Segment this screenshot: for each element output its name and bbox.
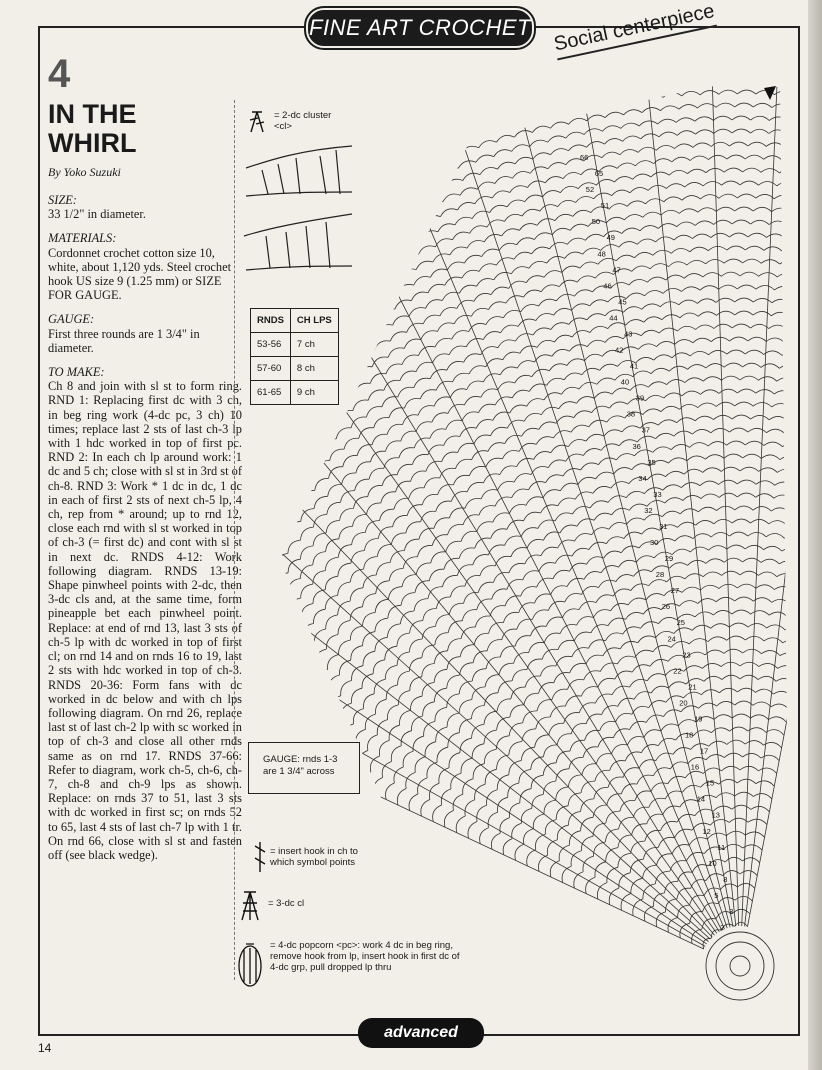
round-label: 27 [670,586,680,596]
radial-stitch-line [459,132,727,928]
chain-loop-arc [386,571,814,799]
radial-stitch-line [45,427,709,942]
chain-loop-arc [409,597,808,811]
chain-loop-arc [433,623,804,822]
table-cell: 53-56 [251,333,291,357]
chain-loop-arc [268,441,822,744]
gauge-box: GAUGE: rnds 1-3 are 1 3/4" across [248,742,360,794]
pattern-number: 4 [48,52,71,96]
table-cell: 9 ch [290,381,338,405]
table-cell: 8 ch [290,357,338,381]
round-label: 39 [635,393,645,403]
round-label: 14 [696,794,706,804]
round-label: 13 [711,810,720,820]
three-dc-cluster-icon [242,892,258,920]
chain-loop-arc [197,363,822,711]
cluster-legend-label: = 2-dc cluster <cl> [274,110,332,132]
round-label: 50 [591,217,601,227]
round-label: 33 [653,489,662,499]
materials-heading: MATERIALS: [48,231,117,246]
round-label: 46 [603,281,612,291]
chain-loop-arc [444,636,801,827]
round-label: 66 [580,153,589,162]
materials-text: Cordonnet crochet cotton size 10, white, about 1,120 yds. Steel crochet hook US size 9 (1.25 mm) or SIZE FOR GAUGE. [48,245,232,303]
technique-illustration-icon [244,146,352,270]
chain-loop-arc [221,389,822,722]
to-make-heading: TO MAKE: [48,365,105,380]
gauge-text: First three rounds are 1 3/4" in diameter. [48,326,200,355]
radial-stitch-line [284,213,719,932]
radial-stitch-line [712,86,738,926]
round-label: 3 [729,907,734,916]
round-label: 35 [647,457,656,467]
chain-loop-arc [233,402,822,728]
chain-loop-arc [291,467,822,755]
round-label: 34 [638,473,647,483]
round-label: 51 [600,201,610,211]
round-label: 17 [699,746,709,756]
chain-loop-arc [362,545,818,788]
round-label: 8 [723,874,728,884]
radial-stitch-line [7,479,707,944]
gauge-heading: GAUGE: [48,312,95,327]
round-label: 5 [714,890,719,900]
chain-loop-arc [115,272,822,672]
chain-loop-arc [9,155,822,622]
round-label: 12 [702,826,711,836]
round-label: 10 [708,858,717,868]
round-label: 30 [650,538,659,547]
pattern-title: IN THE WHIRL [48,99,137,158]
round-label: 24 [667,634,676,644]
radial-stitch-line [745,92,822,927]
round-label: 15 [705,778,715,788]
section-title: FINE ART CROCHET [309,15,531,40]
size-heading: SIZE: [48,193,77,207]
chain-loop-arc [174,337,822,700]
chain-loop-arc [456,649,799,833]
round-label: 31 [659,522,668,531]
byline: By Yoko Suzuki [48,165,121,179]
chain-loop-arc [138,298,822,683]
table-cell: 57-60 [251,357,291,381]
round-label: 41 [629,361,639,371]
round-label: 25 [676,618,685,628]
chain-loop-arc [21,168,822,628]
round-label: 47 [612,265,621,275]
round-label: 40 [620,377,630,387]
round-label: 52 [585,185,595,195]
to-make-text: Ch 8 and join with sl st to form ring. RND 1: Replacing first dc with 3 ch, in beg ring work (4-dc pc, 3 ch) 10 times; replace last 2 sts of last ch-3 lp with 1 hdc worked in top of first pc. RND 2: In each ch lp around work: 1 dc and 5 ch; close with sl st in 3rd st of ch-8. RND 3: Work * 1 dc in dc, 1 dc in each of first 2 sts of next ch-5 lp, 4 ch, rep from * around; up to rnd 12, close each rnd with sl st worked in top of ch-3 (= first dc) and cont with sl st in next dc. RNDS 4-12: Work following diagram. RNDS 13-19: Shape pinwheel points with 2-dc, then 3-dc cls and, at the same time, form pineapple bet each pinwheel point. Replace: at end of rnd 13, last 3 sts of ch-5 lp with dc worked in top of first cl; on rnd 14 and on rnds 16 to 19, last 2 sts with hdc worked in top of ch-3. RNDS 20-36: Form fans with dc worked in dc below and with ch lps following diagram. On rnd 26, replace last st of last ch-2 lp with sc worked in top of ch-3 and close all other rnds same as on rnd 17. RNDS 37-66: Refer to diagram, work ch-5, ch-6, ch-7, ch-8 and ch-9 lps as shown. Replace: on rnds 37 to 51, last 3 sts with dc worked in first sc; on rnds 52 to 65, last 4 sts of last ch-7 lp with 1 tr. On rnd 66, close with sl st and fasten off (see black wedge). [48,379,242,862]
round-label: 19 [694,714,703,724]
chain-loop-arc [327,506,822,772]
radial-stitch-line [0,591,704,949]
chain-loop-arc [56,207,822,644]
radial-stitch-line [0,534,705,946]
chain-loop-arc [421,610,806,816]
center-ring [706,932,774,1000]
chain-loop-arc [91,246,822,661]
round-label: 45 [618,297,627,307]
round-label: 11 [717,842,726,852]
round-label: 32 [644,505,653,515]
popcorn-legend: = 4-dc popcorn <pc>: work 4 dc in beg ring, remove hook from lp, insert hook in first dc of 4-dc grp, pull dropped lp thru [270,940,460,973]
insert-hook-legend: = insert hook in ch to which symbol points [270,846,358,868]
chain-loop-arc [0,116,822,606]
chain-loop-arc [0,129,822,611]
chain-loop-arc [244,415,822,733]
difficulty-label: advanced [384,1024,458,1041]
round-label: 22 [673,666,682,676]
chain-loop-arc [103,259,822,667]
fasten-off-wedge-icon [764,86,776,100]
round-label: 23 [682,650,691,660]
two-dc-cluster-icon [250,112,264,132]
round-label: 36 [632,441,641,451]
table-cell: 61-65 [251,381,291,405]
insert-hook-icon [255,842,265,872]
chain-loop-arc [127,285,822,678]
round-label: 29 [664,554,674,563]
round-label: 16 [690,762,700,772]
round-label: 38 [626,409,636,419]
radial-stitch-line [86,377,710,939]
chain-loop-arc [374,558,816,794]
table-cell: 7 ch [290,333,338,357]
chain-loop-arc [280,454,822,750]
chain-loop-arc [0,90,822,595]
round-label: 18 [685,730,694,740]
round-label: 37 [641,425,650,435]
difficulty-badge [358,1018,484,1048]
size-text: 33 1/2" in diameter. [48,207,146,222]
round-label: 21 [688,682,697,692]
page-number: 14 [38,1041,52,1055]
radial-stitch-line [648,91,736,926]
round-label: 44 [609,313,618,323]
chain-loop-arc [480,675,794,844]
doily-diagram [0,86,822,949]
chain-loop-arc [33,181,822,633]
chain-loop-arc [0,142,822,617]
round-label: 65 [594,169,604,178]
round-label: 20 [679,698,688,708]
chain-loop-arc [209,376,822,716]
round-label: 42 [615,345,624,355]
three-dc-legend: = 3-dc cl [268,898,305,909]
round-label: 2 [720,923,725,932]
round-label: 48 [597,249,606,259]
round-label: 49 [606,233,615,243]
round-label: 43 [624,329,633,339]
round-label: 26 [661,602,671,612]
page-subtitle: Social centerpiece [552,0,717,60]
popcorn-icon [239,944,261,986]
table-header: RNDS [251,309,291,333]
table-header: CH LPS [290,309,338,333]
round-label: 28 [655,570,665,580]
